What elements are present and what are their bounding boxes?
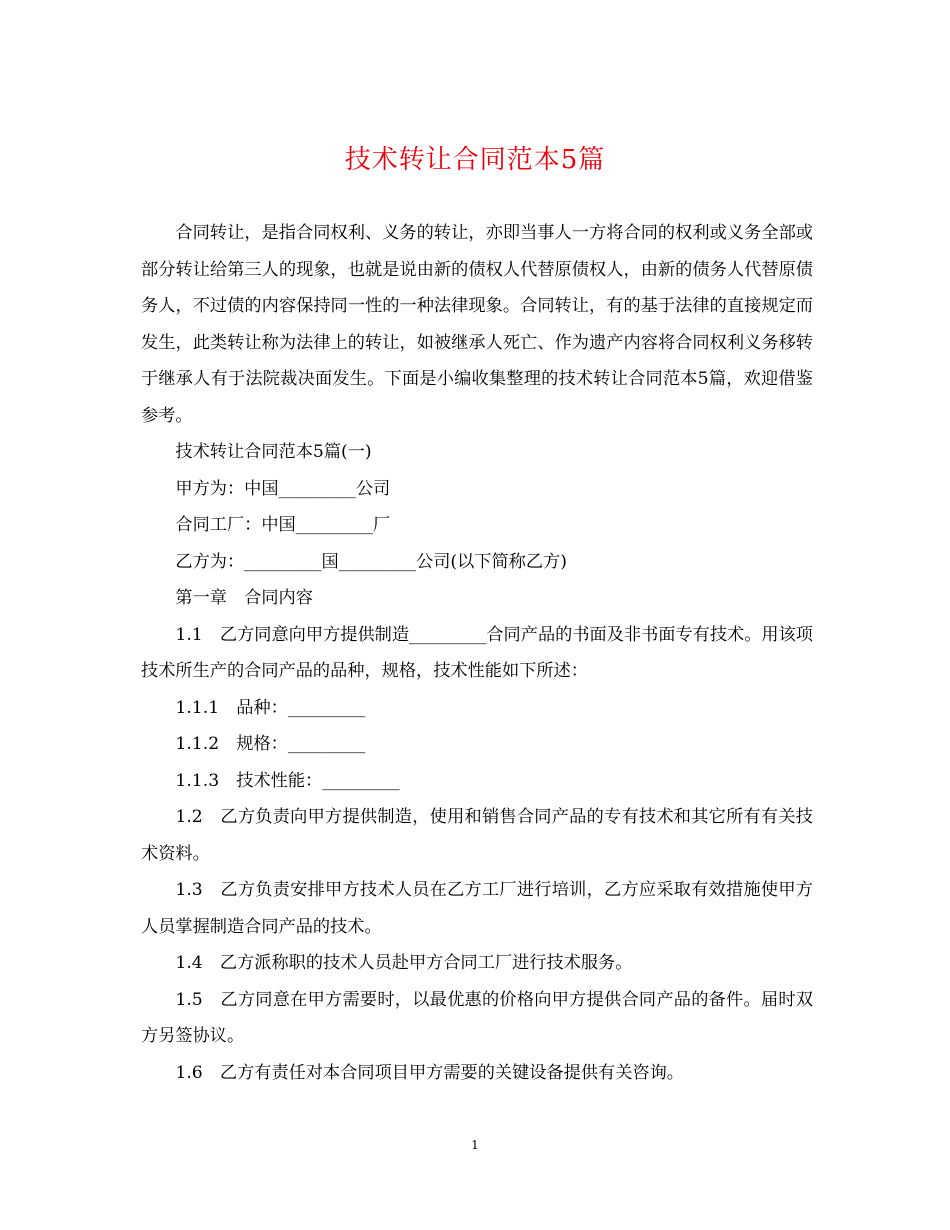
contract-factory-line: 合同工厂：中国_________厂 — [175, 515, 391, 535]
clause-1-4: 1.4 乙方派称职的技术人员赴甲方合同工厂进行技术服务。 — [175, 953, 633, 973]
clause-1-1: 1.1 乙方同意向甲方提供制造_________合同产品的书面及非书面专有技术。用该项技术所生产的合同产品的品种，规格，技术性能如下所述： — [141, 624, 813, 681]
clause-1-2: 1.2 乙方负责向甲方提供制造，使用和销售合同产品的专有技术和其它所有有关技术资料。 — [141, 807, 813, 864]
clause-1-1-2: 1.1.2 规格：_________ — [175, 734, 366, 754]
party-a-line: 甲方为：中国_________公司 — [175, 478, 391, 499]
clause-1-3: 1.3 乙方负责安排甲方技术人员在乙方工厂进行培训，乙方应采取有效措施使甲方人员掌握制造合同产品的技术。 — [141, 880, 813, 937]
clause-1-1-1: 1.1.1 品种：_________ — [175, 697, 366, 718]
party-b-line: 乙方为：_________国_________公司(以下简称乙方) — [175, 551, 567, 572]
document-title: 技术转让合同范本5篇 — [344, 145, 606, 175]
clause-1-5: 1.5 乙方同意在甲方需要时，以最优惠的价格向甲方提供合同产品的备件。届时双方另签协议。 — [141, 989, 813, 1046]
clause-1-1-3: 1.1.3 技术性能：_________ — [175, 770, 400, 791]
document-body — [141, 215, 813, 1091]
chapter-heading: 第一章 合同内容 — [175, 588, 313, 608]
section-heading: 技术转让合同范本5篇(一) — [175, 442, 372, 462]
intro-paragraph: 合同转让，是指合同权利、义务的转让，亦即当事人一方将合同的权利或义务全部或部分转让给第三人的现象，也就是说由新的债权人代替原债权人，由新的债务人代替原债务人，不过债的内容保持同一性的一种法律现象。合同转让，有的基于法律的直接规定而发生，此类转让称为法律上的转让，如被继承人死亡、作为遗产内容将合同权利义务移转于继承人有于法院裁决面发生。下面是小编收集整理的技术转让合同范本5篇，欢迎借鉴参考。 — [141, 223, 813, 426]
page-number: 1 — [471, 1138, 479, 1152]
clause-1-6: 1.6 乙方有责任对本合同项目甲方需要的关键设备提供有关咨询。 — [175, 1062, 684, 1083]
